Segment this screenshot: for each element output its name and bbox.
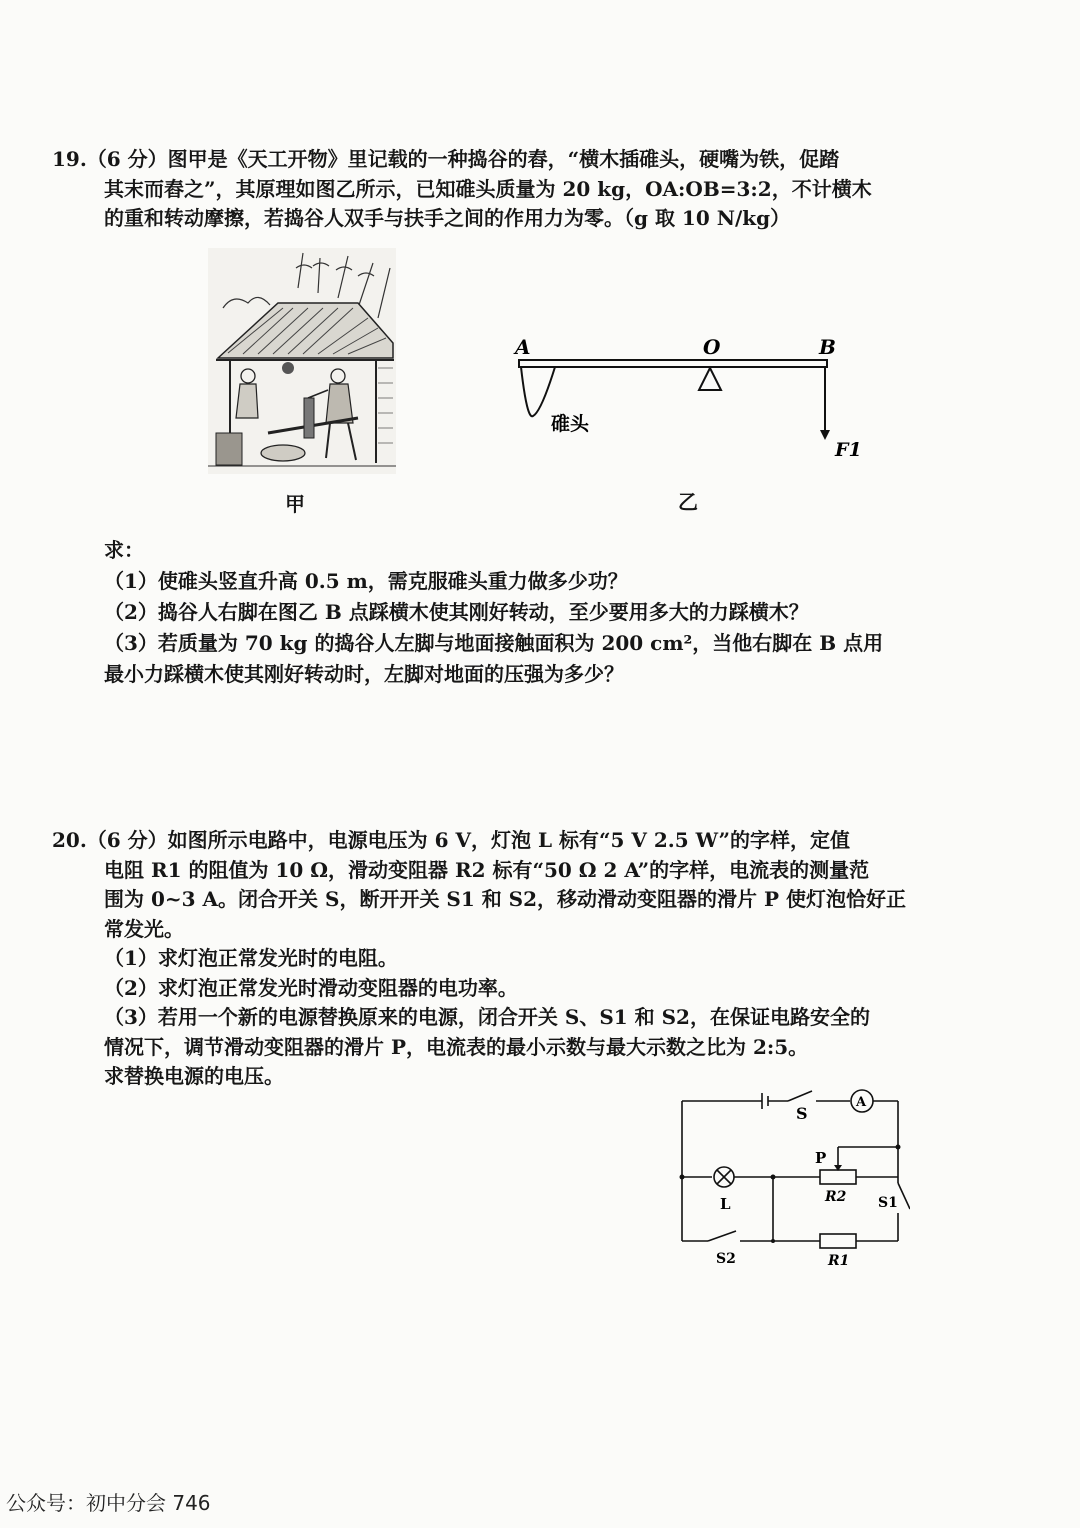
- lever-label-force: F1: [835, 439, 862, 461]
- q20-line-3: 围为 0~3 A。闭合开关 S，断开开关 S1 和 S2，移动滑动变阻器的滑片 P 使灯泡恰好正: [104, 887, 907, 911]
- q19-sub-2: （2）捣谷人右脚在图乙 B 点踩横木使其刚好转动，至少要用多大的力踩横木？: [104, 600, 809, 624]
- lever-label-a: A: [515, 335, 531, 359]
- q20-line-4: 常发光。: [104, 916, 184, 941]
- circuit-label-s: S: [796, 1104, 808, 1123]
- q20-sub-2: （2）求灯泡正常发光时滑动变阻器的电功率。: [104, 975, 518, 1000]
- q20-sub-1: （1）求灯泡正常发光时的电阻。: [104, 946, 398, 970]
- figure-jia-illustration: [208, 248, 396, 474]
- circuit-label-p: P: [815, 1149, 827, 1167]
- q19-sub-questions: [104, 535, 883, 690]
- lever-label-head: 碓头: [551, 413, 590, 435]
- question-19: [52, 145, 952, 234]
- figure-yi-lever-diagram: [505, 330, 885, 470]
- q20-sub-3-cont: 情况下，调节滑动变阻器的滑片 P，电流表的最小示数与最大示数之比为 2:5。: [104, 1034, 809, 1059]
- q20-sub-3-end: 求替换电源的电压。: [104, 1064, 284, 1088]
- circuit-label-r2: R2: [825, 1189, 847, 1205]
- q19-sub-1: （1）使碓头竖直升高 0.5 m，需克服碓头重力做多少功？: [104, 569, 628, 593]
- circuit-label-r1: R1: [828, 1253, 850, 1269]
- lever-label-b: B: [819, 335, 836, 359]
- q19-line-1: 19.（6 分）图甲是《天工开物》里记载的一种捣谷的舂，“横木插碓头，硬嘴为铁，促踏: [52, 147, 840, 171]
- q19-ask-title: 求：: [104, 538, 144, 562]
- circuit-label-ammeter: A: [856, 1095, 867, 1110]
- q19-sub-3: （3）若质量为 70 kg 的捣谷人左脚与地面接触面积为 200 cm²，当他右脚在 B 点用: [104, 631, 884, 655]
- circuit-label-s2: S2: [716, 1251, 736, 1267]
- q20-line-1: 20.（6 分）如图所示电路中，电源电压为 6 V，灯泡 L 标有“5 V 2.5 W”的字样，定值: [52, 828, 850, 852]
- footer-watermark: 公众号：初中分会 746: [6, 1491, 211, 1515]
- q19-line-2: 其末而舂之”，其原理如图乙所示，已知碓头质量为 20 kg，OA:OB=3:2，不计横木: [104, 176, 872, 201]
- q19-sub-3-cont: 最小力踩横木使其刚好转动时，左脚对地面的压强为多少？: [104, 662, 624, 686]
- q20-line-2: 电阻 R1 的阻值为 10 Ω，滑动变阻器 R2 标有“50 Ω 2 A”的字样，电流表的测量范: [104, 857, 870, 882]
- figure-yi-caption: 乙: [678, 490, 698, 514]
- q20-sub-3: （3）若用一个新的电源替换原来的电源，闭合开关 S、S1 和 S2，在保证电路安全的: [104, 1005, 870, 1029]
- figure-jia-caption: 甲: [285, 492, 305, 516]
- circuit-label-l: L: [720, 1195, 731, 1213]
- lever-label-o: O: [703, 335, 721, 359]
- q19-line-3: 的重和转动摩擦，若捣谷人双手与扶手之间的作用力为零。（g 取 10 N/kg）: [104, 206, 791, 230]
- question-20: [52, 826, 952, 1092]
- figure-circuit-diagram: [670, 1085, 910, 1275]
- circuit-label-s1: S1: [878, 1195, 898, 1211]
